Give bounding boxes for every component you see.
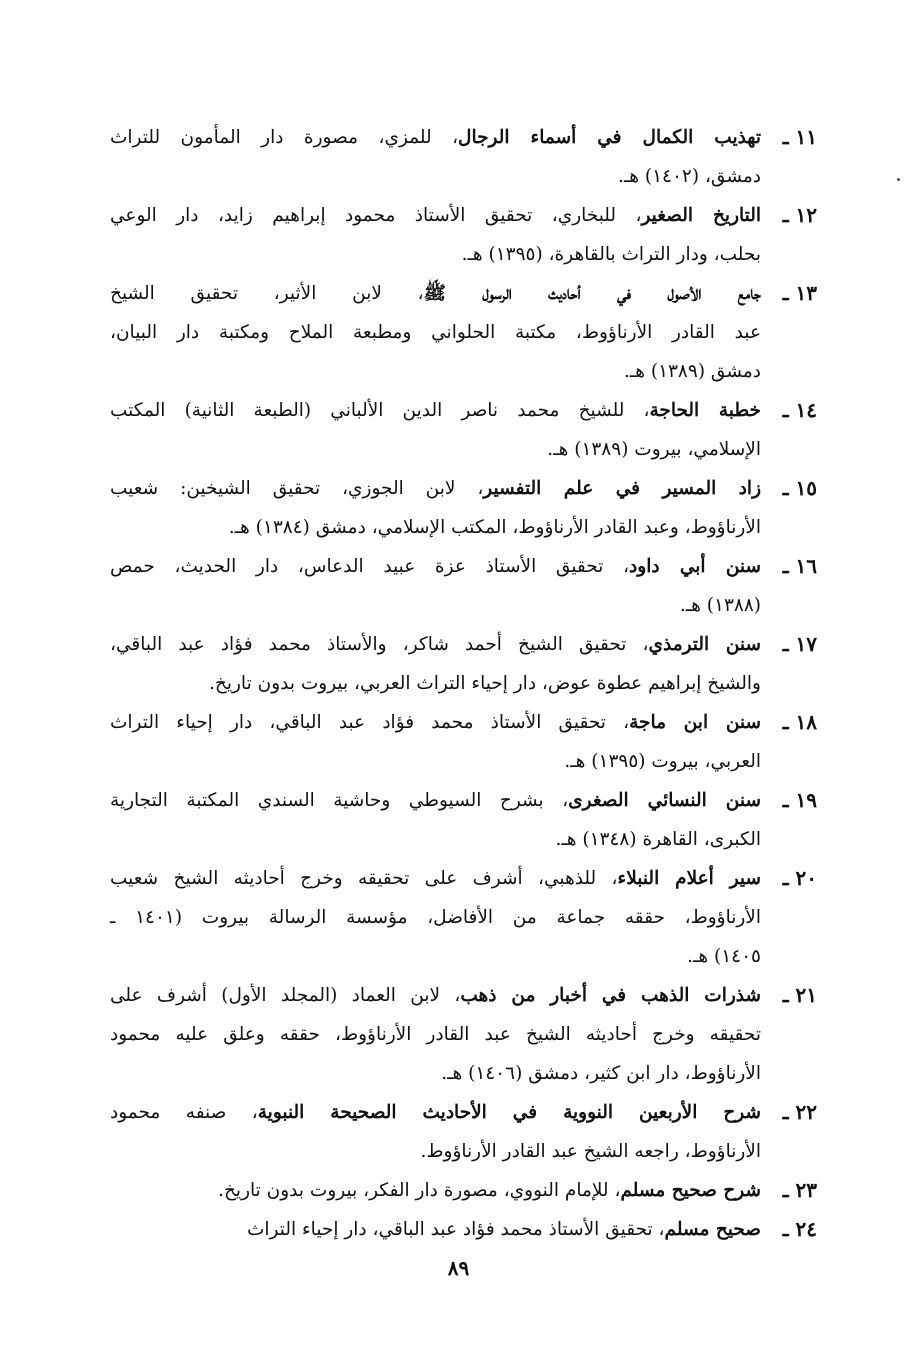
- entry-text: [110, 1171, 761, 1210]
- entry-line-text: ، لابن الجوزي، تحقيق الشيخين: شعيب: [110, 478, 484, 499]
- entry-line-text: الأرناؤوط، دار ابن كثير، دمشق (١٤٠٦) هـ.: [441, 1063, 761, 1084]
- entry-line: [110, 391, 761, 430]
- entry-title: شذرات الذهب في أخبار من ذهب: [460, 985, 761, 1006]
- entry-line-text: ، للمزي، مصورة دار المأمون للتراث: [110, 127, 459, 148]
- entry-line-text: الإسلامي، بيروت (١٣٨٩) هـ.: [547, 439, 761, 460]
- entry-line: [110, 742, 761, 781]
- entry-number: ١١ ـ: [782, 125, 817, 149]
- entry-title: جامع الأصول في أحاديث الرسول ﷺ: [423, 283, 761, 304]
- entry-line: [110, 274, 761, 313]
- entry-line-text: الأرناؤوط، حققه جماعة من الأفاضل، مؤسسة الرسالة بيروت (١٤٠١ ـ: [110, 907, 761, 928]
- entry-text: [110, 976, 761, 1093]
- entry-line-text: الأرناؤوط، راجعه الشيخ عبد القادر الأرناؤوط.: [420, 1141, 761, 1162]
- entry-text: [110, 118, 761, 196]
- entry-line: [110, 235, 761, 274]
- entry-line: [110, 196, 761, 235]
- entry-line-text: (١٣٨٨) هـ.: [679, 595, 761, 616]
- entry-title: شرح الأربعين النووية في الأحاديث الصحيحة النبوية: [257, 1102, 761, 1123]
- entry-line: [110, 313, 761, 352]
- entry-number: ٢٠ ـ: [782, 866, 817, 890]
- bibliography-entry: [110, 547, 817, 625]
- entry-line-text: ١٤٠٥) هـ.: [687, 946, 761, 967]
- entry-title: صحيح مسلم: [664, 1219, 761, 1240]
- entry-line-text: بحلب، ودار التراث بالقاهرة، (١٣٩٥) هـ.: [461, 244, 761, 265]
- entry-line: [110, 820, 761, 859]
- entry-number: ١٨ ـ: [782, 710, 817, 734]
- entry-number: ٢٣ ـ: [782, 1178, 817, 1202]
- entry-line-text: ، لابن العماد (المجلد الأول) أشرف على: [110, 985, 461, 1006]
- entry-text: [110, 625, 761, 703]
- entry-number: ١٧ ـ: [782, 632, 817, 656]
- entry-number: ٢١ ـ: [782, 983, 817, 1007]
- entry-text: [110, 274, 761, 391]
- entry-text: [110, 1210, 761, 1249]
- entry-line-text: ، تحقيق الأستاذ محمد فؤاد عبد الباقي، دار إحياء التراث: [110, 712, 630, 733]
- entry-line: [110, 586, 761, 625]
- entry-line-text: والشيخ إبراهيم عطوة عوض، دار إحياء التراث العربي، بيروت بدون تاريخ.: [209, 673, 761, 694]
- entry-text: [110, 391, 761, 469]
- entry-line: [110, 898, 761, 937]
- entry-line: [110, 469, 761, 508]
- entry-title: التاريخ الصغير: [641, 205, 761, 226]
- entry-title: تهذيب الكمال في أسماء الرجال: [458, 127, 761, 148]
- entry-line-text: ، لابن الأثير، تحقيق الشيخ: [110, 283, 424, 304]
- entry-text: [110, 781, 761, 859]
- entry-text: [110, 469, 761, 547]
- bibliography-page: [110, 118, 817, 1249]
- entry-title: سنن أبي داود: [629, 556, 761, 577]
- entry-line: [110, 1093, 761, 1132]
- entry-line-text: ، للشيخ محمد ناصر الدين الألباني (الطبعة الثانية) المكتب: [110, 400, 650, 421]
- entry-line-text: دمشق (١٣٨٩) هـ.: [623, 361, 761, 382]
- bibliography-entry: [110, 274, 817, 391]
- entry-title: سنن الترمذي: [648, 634, 762, 655]
- entry-title: سنن النسائي الصغرى: [568, 790, 761, 811]
- entry-line-text: دمشق، (١٤٠٢) هـ.: [617, 166, 761, 187]
- bibliography-entry: [110, 859, 817, 976]
- bibliography-entry: [110, 1210, 817, 1249]
- entry-line: [110, 781, 761, 820]
- entry-line: [110, 508, 761, 547]
- entry-line: [110, 547, 761, 586]
- bibliography-entry: [110, 625, 817, 703]
- bibliography-entry: [110, 469, 817, 547]
- entry-number: ١٣ ـ: [782, 281, 817, 305]
- entry-line: [110, 664, 761, 703]
- entry-number: ٢٢ ـ: [782, 1100, 817, 1124]
- entry-number: ١٤ ـ: [782, 398, 817, 422]
- entry-line-text: الكبرى، القاهرة (١٣٤٨) هـ.: [555, 829, 761, 850]
- entry-line: [110, 976, 761, 1015]
- entry-line: [110, 859, 761, 898]
- entry-line: [110, 430, 761, 469]
- bibliography-entry: [110, 976, 817, 1093]
- entry-number: ١٩ ـ: [782, 788, 817, 812]
- entry-title: زاد المسير في علم التفسير: [483, 478, 761, 499]
- entry-line-text: ، بشرح السيوطي وحاشية السندي المكتبة التجارية: [110, 790, 569, 811]
- entry-line: [110, 1210, 761, 1249]
- bibliography-entry: [110, 1093, 817, 1171]
- bibliography-entry: [110, 781, 817, 859]
- entry-line-text: تحقيقه وخرج أحاديثه الشيخ عبد القادر الأرناؤوط، حققه وعلق عليه محمود: [110, 1024, 761, 1045]
- entry-line: [110, 625, 761, 664]
- entry-line-text: ، تحقيق الأستاذ عزة عبيد الدعاس، دار الحديث، حمص: [110, 556, 630, 577]
- entry-line: [110, 1015, 761, 1054]
- entry-line-text: ، صنفه محمود: [110, 1102, 258, 1123]
- entry-line: [110, 703, 761, 742]
- entry-title: سنن ابن ماجة: [629, 712, 761, 733]
- entry-title: خطبة الحاجة: [649, 400, 761, 421]
- entry-number: ١٥ ـ: [782, 476, 817, 500]
- page-number: ٨٩: [447, 1256, 470, 1280]
- entry-line: [110, 1171, 761, 1210]
- entry-number: ١٢ ـ: [782, 203, 817, 227]
- entry-line: [110, 352, 761, 391]
- entry-text: [110, 547, 761, 625]
- entry-line-text: ، للذهبي، أشرف على تحقيقه وخرج أحاديثه الشيخ شعيب: [110, 868, 618, 889]
- entry-line: [110, 1132, 761, 1171]
- entry-line-text: العربي، بيروت (١٣٩٥) هـ.: [564, 751, 761, 772]
- entry-text: [110, 196, 761, 274]
- entry-line: [110, 118, 761, 157]
- bibliography-entry: [110, 118, 817, 196]
- entry-line-text: ، تحقيق الشيخ أحمد شاكر، والأستاذ محمد فؤاد عبد الباقي،: [110, 634, 649, 655]
- entry-line: [110, 157, 761, 196]
- entry-number: ٢٤ ـ: [782, 1217, 817, 1241]
- entry-line-text: ، تحقيق الأستاذ محمد فؤاد عبد الباقي، دار إحياء التراث: [246, 1219, 665, 1240]
- bibliography-entry: [110, 391, 817, 469]
- entry-text: [110, 703, 761, 781]
- bibliography-entry: [110, 196, 817, 274]
- entry-line-text: الأرناؤوط، وعبد القادر الأرناؤوط، المكتب الإسلامي، دمشق (١٣٨٤) هـ.: [228, 517, 761, 538]
- entry-title: شرح صحيح مسلم: [620, 1180, 761, 1201]
- entry-line: [110, 937, 761, 976]
- bibliography-entry: [110, 1171, 817, 1210]
- bibliography-entry: [110, 703, 817, 781]
- margin-speck: [897, 178, 900, 181]
- entry-line-text: عبد القادر الأرناؤوط، مكتبة الحلواني ومطبعة الملاح ومكتبة دار البيان،: [110, 322, 761, 343]
- entry-number: ١٦ ـ: [782, 554, 817, 578]
- entry-text: [110, 1093, 761, 1171]
- entry-text: [110, 859, 761, 976]
- entry-title: سير أعلام النبلاء: [617, 868, 762, 889]
- entry-line-text: ، للبخاري، تحقيق الأستاذ محمود إبراهيم زايد، دار الوعي: [110, 205, 642, 226]
- entry-line: [110, 1054, 761, 1093]
- entry-line-text: ، للإمام النووي، مصورة دار الفكر، بيروت بدون تاريخ.: [218, 1180, 621, 1201]
